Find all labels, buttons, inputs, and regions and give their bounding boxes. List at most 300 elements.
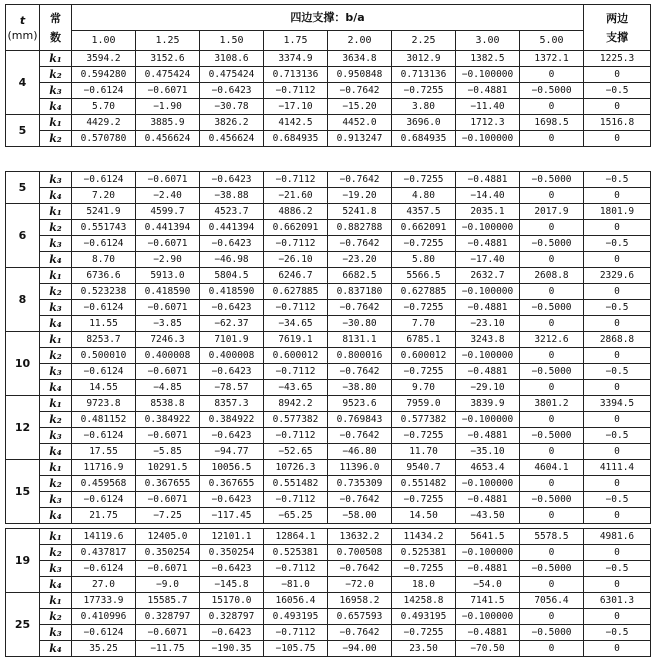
thickness-cell: 12: [6, 396, 40, 460]
table-row: [6, 476, 651, 492]
ratio-header: 2.00: [328, 31, 392, 51]
value-cell: 5641.5: [456, 529, 520, 545]
value-cell: 0.437817: [72, 545, 136, 561]
value-cell: −0.5000: [520, 625, 584, 641]
value-cell: −0.7642: [328, 428, 392, 444]
value-cell: −35.10: [456, 444, 520, 460]
value-cell: 0: [520, 609, 584, 625]
value-cell: 0.523238: [72, 284, 136, 300]
value-cell: 11716.9: [72, 460, 136, 476]
value-cell: 1698.5: [520, 115, 584, 131]
table-row: [6, 492, 651, 508]
coefficient-label: k₁: [40, 593, 72, 609]
value-cell: −0.100000: [456, 609, 520, 625]
value-cell: 0.551482: [392, 476, 456, 492]
value-cell: 0.627885: [264, 284, 328, 300]
value-cell: −0.6124: [72, 172, 136, 188]
header-const-line-1: 常: [50, 11, 61, 25]
coefficient-label: k₄: [40, 188, 72, 204]
value-cell: 0: [520, 508, 584, 524]
value-cell: 0.570780: [72, 131, 136, 147]
value-cell: −30.78: [200, 99, 264, 115]
value-cell: 0.400008: [136, 348, 200, 364]
value-cell: 0.662091: [392, 220, 456, 236]
value-cell: 0.950848: [328, 67, 392, 83]
value-cell: 0: [520, 284, 584, 300]
value-cell: −0.6124: [72, 364, 136, 380]
value-cell: 3212.6: [520, 332, 584, 348]
table-row: [6, 236, 651, 252]
value-cell: 0.493195: [392, 609, 456, 625]
value-cell: 9540.7: [392, 460, 456, 476]
table-row: [6, 220, 651, 236]
header-four-side: 四边支撑：b/a: [72, 5, 584, 31]
value-cell: −54.0: [456, 577, 520, 593]
value-cell: −0.7255: [392, 300, 456, 316]
value-cell: 3885.9: [136, 115, 200, 131]
header-const-line-2: 数: [50, 30, 61, 44]
value-cell: −0.6423: [200, 83, 264, 99]
thickness-cell: 8: [6, 268, 40, 332]
value-cell: 0: [520, 476, 584, 492]
coefficient-label: k₃: [40, 172, 72, 188]
value-cell: −0.6124: [72, 428, 136, 444]
value-cell: −0.100000: [456, 67, 520, 83]
value-cell: −0.6071: [136, 236, 200, 252]
value-cell: −3.85: [136, 316, 200, 332]
value-cell: −0.7255: [392, 172, 456, 188]
value-cell: 0: [520, 545, 584, 561]
value-cell: −1.90: [136, 99, 200, 115]
table-row: [6, 188, 651, 204]
value-cell: −0.7255: [392, 83, 456, 99]
value-cell: −0.6071: [136, 300, 200, 316]
coefficient-label: k₁: [40, 460, 72, 476]
value-cell: 5.70: [72, 99, 136, 115]
value-cell: 0.551743: [72, 220, 136, 236]
coefficient-label: k₁: [40, 268, 72, 284]
value-cell: −0.7255: [392, 428, 456, 444]
table-row: [6, 412, 651, 428]
value-cell: −0.7112: [264, 83, 328, 99]
value-cell: −0.5: [584, 625, 651, 641]
value-cell: −0.6423: [200, 300, 264, 316]
value-cell: −0.5000: [520, 236, 584, 252]
value-cell: 3696.0: [392, 115, 456, 131]
value-cell: −72.0: [328, 577, 392, 593]
value-cell: 12405.0: [136, 529, 200, 545]
table-row: [6, 300, 651, 316]
value-cell: 8253.7: [72, 332, 136, 348]
value-cell: 1372.1: [520, 51, 584, 67]
value-cell: 2035.1: [456, 204, 520, 220]
header-two-side: [584, 5, 651, 51]
value-cell: 0.481152: [72, 412, 136, 428]
value-cell: 0: [520, 412, 584, 428]
value-cell: 0.700508: [328, 545, 392, 561]
value-cell: 5241.9: [72, 204, 136, 220]
value-cell: −0.7642: [328, 83, 392, 99]
value-cell: −0.7642: [328, 172, 392, 188]
value-cell: −43.50: [456, 508, 520, 524]
coefficient-label: k₂: [40, 545, 72, 561]
value-cell: −0.4881: [456, 428, 520, 444]
value-cell: 3012.9: [392, 51, 456, 67]
coefficient-label: k₄: [40, 577, 72, 593]
value-cell: 5913.0: [136, 268, 200, 284]
value-cell: 0: [520, 348, 584, 364]
value-cell: 1382.5: [456, 51, 520, 67]
table-row: [6, 396, 651, 412]
value-cell: 4357.5: [392, 204, 456, 220]
value-cell: 5578.5: [520, 529, 584, 545]
value-cell: 3152.6: [136, 51, 200, 67]
value-cell: 0: [520, 641, 584, 657]
value-cell: 0: [584, 252, 651, 268]
value-cell: −0.7112: [264, 364, 328, 380]
value-cell: 5.80: [392, 252, 456, 268]
value-cell: 11.70: [392, 444, 456, 460]
value-cell: 2608.8: [520, 268, 584, 284]
value-cell: −15.20: [328, 99, 392, 115]
value-cell: −58.00: [328, 508, 392, 524]
value-cell: −0.100000: [456, 220, 520, 236]
value-cell: 0.882788: [328, 220, 392, 236]
value-cell: 0.735309: [328, 476, 392, 492]
value-cell: −46.80: [328, 444, 392, 460]
ratio-header: 1.50: [200, 31, 264, 51]
table-row: [6, 625, 651, 641]
value-cell: 0.400008: [200, 348, 264, 364]
thickness-cell: 5: [6, 115, 40, 147]
value-cell: 0: [520, 380, 584, 396]
value-cell: −38.80: [328, 380, 392, 396]
value-cell: −62.37: [200, 316, 264, 332]
value-cell: 12101.1: [200, 529, 264, 545]
value-cell: 4111.4: [584, 460, 651, 476]
value-cell: −0.4881: [456, 172, 520, 188]
value-cell: −81.0: [264, 577, 328, 593]
value-cell: −38.88: [200, 188, 264, 204]
value-cell: 0.594280: [72, 67, 136, 83]
thickness-cell: 5: [6, 172, 40, 204]
ratio-header: 5.00: [520, 31, 584, 51]
value-cell: 3594.2: [72, 51, 136, 67]
value-cell: −34.65: [264, 316, 328, 332]
coefficient-label: k₃: [40, 492, 72, 508]
value-cell: 0.551482: [264, 476, 328, 492]
value-cell: −94.00: [328, 641, 392, 657]
value-cell: 0: [584, 67, 651, 83]
value-cell: −0.6071: [136, 625, 200, 641]
thickness-cell: 15: [6, 460, 40, 524]
header-const-cell: [40, 5, 72, 51]
value-cell: 8131.1: [328, 332, 392, 348]
value-cell: 0.456624: [136, 131, 200, 147]
value-cell: 5804.5: [200, 268, 264, 284]
table-row: [6, 284, 651, 300]
value-cell: −0.6124: [72, 492, 136, 508]
value-cell: −29.10: [456, 380, 520, 396]
table-row: [6, 268, 651, 284]
value-cell: 1712.3: [456, 115, 520, 131]
value-cell: −0.7255: [392, 236, 456, 252]
coefficient-label: k₄: [40, 380, 72, 396]
coefficient-label: k₁: [40, 396, 72, 412]
value-cell: 7141.5: [456, 593, 520, 609]
header-row-2: [6, 31, 651, 51]
value-cell: 0: [520, 316, 584, 332]
value-cell: −4.85: [136, 380, 200, 396]
value-cell: 27.0: [72, 577, 136, 593]
coefficient-label: k₁: [40, 332, 72, 348]
value-cell: 0: [584, 188, 651, 204]
value-cell: 8357.3: [200, 396, 264, 412]
table-row: [6, 545, 651, 561]
value-cell: 0.441394: [136, 220, 200, 236]
coefficient-label: k₃: [40, 83, 72, 99]
value-cell: −0.6423: [200, 364, 264, 380]
value-cell: 0: [584, 476, 651, 492]
value-cell: 10056.5: [200, 460, 264, 476]
table-row: [6, 204, 651, 220]
value-cell: −0.100000: [456, 284, 520, 300]
value-cell: 0.577382: [264, 412, 328, 428]
coefficient-label: k₁: [40, 204, 72, 220]
value-cell: 7959.0: [392, 396, 456, 412]
value-cell: 0.441394: [200, 220, 264, 236]
value-cell: −0.5: [584, 236, 651, 252]
value-cell: −0.6423: [200, 172, 264, 188]
value-cell: 0.600012: [392, 348, 456, 364]
table-row: [6, 67, 651, 83]
value-cell: 0.657593: [328, 609, 392, 625]
value-cell: 17733.9: [72, 593, 136, 609]
value-cell: 3826.2: [200, 115, 264, 131]
value-cell: 0.367655: [200, 476, 264, 492]
table-row: [6, 51, 651, 67]
header-t-cell: [6, 5, 40, 51]
value-cell: 0: [520, 252, 584, 268]
value-cell: 8538.8: [136, 396, 200, 412]
coefficient-label: k₂: [40, 67, 72, 83]
value-cell: 4452.0: [328, 115, 392, 131]
value-cell: 15585.7: [136, 593, 200, 609]
value-cell: −0.5000: [520, 492, 584, 508]
value-cell: 1225.3: [584, 51, 651, 67]
table-row: [6, 348, 651, 364]
value-cell: −0.5: [584, 300, 651, 316]
value-cell: −43.65: [264, 380, 328, 396]
header-t-unit: (mm): [7, 28, 38, 42]
thickness-cell: 19: [6, 529, 40, 593]
value-cell: 11396.0: [328, 460, 392, 476]
value-cell: 2632.7: [456, 268, 520, 284]
coefficient-label: k₁: [40, 51, 72, 67]
value-cell: −0.5: [584, 364, 651, 380]
table-row: [6, 364, 651, 380]
coefficient-label: k₃: [40, 300, 72, 316]
coefficient-label: k₃: [40, 561, 72, 577]
coefficient-label: k₂: [40, 476, 72, 492]
value-cell: 5241.8: [328, 204, 392, 220]
value-cell: −0.6423: [200, 428, 264, 444]
value-cell: −0.4881: [456, 300, 520, 316]
value-cell: 23.50: [392, 641, 456, 657]
table-row: [6, 641, 651, 657]
value-cell: 1516.8: [584, 115, 651, 131]
table-row: [6, 316, 651, 332]
value-cell: 0.769843: [328, 412, 392, 428]
value-cell: −23.20: [328, 252, 392, 268]
ratio-header: 3.00: [456, 31, 520, 51]
value-cell: −0.4881: [456, 492, 520, 508]
value-cell: −145.8: [200, 577, 264, 593]
table-row: [6, 380, 651, 396]
value-cell: 0.328797: [200, 609, 264, 625]
value-cell: −0.7255: [392, 625, 456, 641]
value-cell: 3634.8: [328, 51, 392, 67]
value-cell: −0.7642: [328, 364, 392, 380]
coefficient-label: k₃: [40, 625, 72, 641]
coefficient-label: k₄: [40, 641, 72, 657]
value-cell: 6246.7: [264, 268, 328, 284]
value-cell: 14.55: [72, 380, 136, 396]
value-cell: −0.7112: [264, 492, 328, 508]
value-cell: 6682.5: [328, 268, 392, 284]
value-cell: 4142.5: [264, 115, 328, 131]
value-cell: 0.475424: [136, 67, 200, 83]
value-cell: 0: [520, 131, 584, 147]
table-row: [6, 83, 651, 99]
value-cell: 4886.2: [264, 204, 328, 220]
ratio-header: 1.00: [72, 31, 136, 51]
value-cell: 3839.9: [456, 396, 520, 412]
value-cell: 0.367655: [136, 476, 200, 492]
value-cell: 11.55: [72, 316, 136, 332]
value-cell: 12864.1: [264, 529, 328, 545]
value-cell: −17.40: [456, 252, 520, 268]
value-cell: 16958.2: [328, 593, 392, 609]
table-row: [6, 172, 651, 188]
value-cell: 9723.8: [72, 396, 136, 412]
value-cell: −46.98: [200, 252, 264, 268]
value-cell: 4523.7: [200, 204, 264, 220]
value-cell: 4981.6: [584, 529, 651, 545]
value-cell: 7101.9: [200, 332, 264, 348]
value-cell: 9.70: [392, 380, 456, 396]
value-cell: 0.600012: [264, 348, 328, 364]
value-cell: −0.6124: [72, 300, 136, 316]
value-cell: 16056.4: [264, 593, 328, 609]
value-cell: 0.459568: [72, 476, 136, 492]
value-cell: −0.5000: [520, 172, 584, 188]
value-cell: 7.70: [392, 316, 456, 332]
value-cell: 0.384922: [136, 412, 200, 428]
value-cell: −2.90: [136, 252, 200, 268]
value-cell: 0: [520, 220, 584, 236]
value-cell: −78.57: [200, 380, 264, 396]
value-cell: 0: [584, 316, 651, 332]
value-cell: −11.40: [456, 99, 520, 115]
value-cell: 18.0: [392, 577, 456, 593]
value-cell: 0.713136: [392, 67, 456, 83]
value-cell: 6736.6: [72, 268, 136, 284]
value-cell: −0.100000: [456, 131, 520, 147]
value-cell: 6301.3: [584, 593, 651, 609]
value-cell: −0.5: [584, 428, 651, 444]
header-row-1: [6, 5, 651, 31]
value-cell: 0.350254: [200, 545, 264, 561]
value-cell: 0.525381: [264, 545, 328, 561]
value-cell: 0.456624: [200, 131, 264, 147]
value-cell: −0.6071: [136, 492, 200, 508]
thickness-cell: 4: [6, 51, 40, 115]
value-cell: −0.6071: [136, 172, 200, 188]
header-t-symbol: t: [19, 13, 26, 27]
value-cell: 0.475424: [200, 67, 264, 83]
value-cell: 0: [520, 577, 584, 593]
value-cell: −0.100000: [456, 412, 520, 428]
table-block-3: [5, 528, 651, 657]
value-cell: −0.5000: [520, 364, 584, 380]
value-cell: 3374.9: [264, 51, 328, 67]
coefficient-label: k₂: [40, 220, 72, 236]
coefficient-label: k₄: [40, 316, 72, 332]
value-cell: 7.20: [72, 188, 136, 204]
value-cell: −17.10: [264, 99, 328, 115]
value-cell: 10291.5: [136, 460, 200, 476]
value-cell: 0: [584, 284, 651, 300]
value-cell: −0.7112: [264, 625, 328, 641]
value-cell: 4599.7: [136, 204, 200, 220]
value-cell: 4429.2: [72, 115, 136, 131]
value-cell: −190.35: [200, 641, 264, 657]
ratio-header: 1.75: [264, 31, 328, 51]
value-cell: −0.6124: [72, 236, 136, 252]
value-cell: 0.577382: [392, 412, 456, 428]
value-cell: 3801.2: [520, 396, 584, 412]
coefficient-label: k₁: [40, 529, 72, 545]
table-row: [6, 115, 651, 131]
value-cell: −0.6423: [200, 561, 264, 577]
value-cell: −0.7255: [392, 561, 456, 577]
value-cell: −0.7642: [328, 561, 392, 577]
ratio-header: 1.25: [136, 31, 200, 51]
table-row: [6, 444, 651, 460]
value-cell: −21.60: [264, 188, 328, 204]
value-cell: 11434.2: [392, 529, 456, 545]
value-cell: 0: [520, 99, 584, 115]
value-cell: 0: [584, 348, 651, 364]
table-row: [6, 131, 651, 147]
value-cell: −0.6071: [136, 83, 200, 99]
value-cell: −23.10: [456, 316, 520, 332]
value-cell: 0.837180: [328, 284, 392, 300]
value-cell: −19.20: [328, 188, 392, 204]
value-cell: −0.6071: [136, 428, 200, 444]
table-row: [6, 428, 651, 444]
value-cell: −5.85: [136, 444, 200, 460]
coefficient-label: k₁: [40, 115, 72, 131]
value-cell: 0: [584, 131, 651, 147]
value-cell: 10726.3: [264, 460, 328, 476]
value-cell: 3394.5: [584, 396, 651, 412]
value-cell: 0.913247: [328, 131, 392, 147]
value-cell: −0.5: [584, 172, 651, 188]
value-cell: −0.5: [584, 83, 651, 99]
value-cell: −0.4881: [456, 364, 520, 380]
